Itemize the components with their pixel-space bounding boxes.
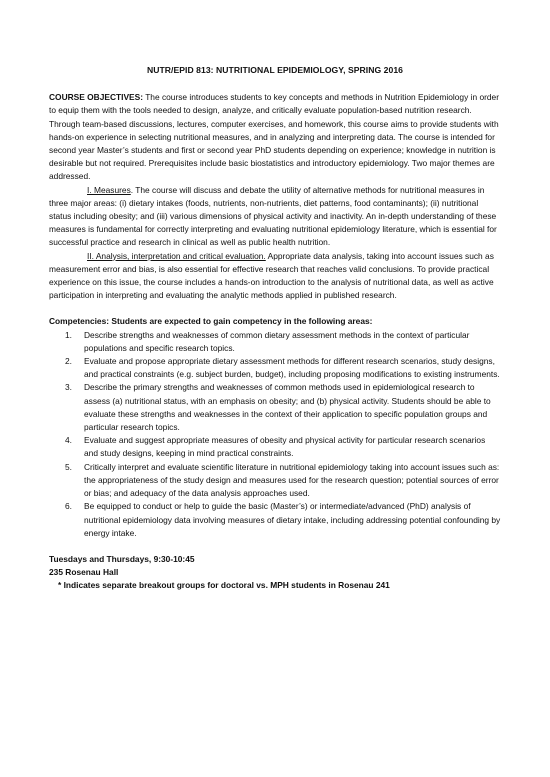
competency-text: Be equipped to conduct or help to guide the basic (Master’s) or intermediate/advanced (PhD) analysis of nutritional epidemiology data involving measures of dietary intake, including addressing potential confounding by energy intake. — [84, 501, 501, 538]
competency-number: 2. — [65, 356, 72, 367]
course-objectives-heading: COURSE OBJECTIVES: — [49, 92, 144, 103]
competency-item — [49, 500, 501, 540]
theme-measures-text: . The course will discuss and debate the utility of alternative methods for nutritional measures in three major areas: (i) dietary intakes (foods, nutrients, non-nutrients, diet patterns, food contaminants); (ii) nutritional status including obesity; and (iii) various dimensions of physical activity and inactivity. An in-depth understanding of these measures is fundamental for correctly interpreting and evaluating nutritional epidemiology literature, which is essential for successful practice and research in clinical as well as public health nutrition. — [49, 184, 497, 248]
competency-text: Evaluate and propose appropriate dietary assessment methods for different research scenarios, study designs, and practical constraints (e.g. subject burden, budget), including proposing modifications to existing instruments. — [84, 356, 500, 380]
theme-analysis-text: Appropriate data analysis, taking into account issues such as measurement error and bias, is also essential for effective research that reaches valid conclusions. To provide practical experience on this issue, the course includes a hands-on introduction to the analysis of nutritional data, as well as active participation in interpreting and evaluating the analytic methods applied in published research. — [49, 250, 494, 301]
competency-number: 4. — [65, 435, 72, 446]
breakout-note: * Indicates separate breakout groups for doctoral vs. MPH students in Rosenau 241 — [58, 580, 390, 591]
competency-text: Describe strengths and weaknesses of common dietary assessment methods in the context of particular populations and specific research topics. — [84, 329, 470, 353]
course-objectives-paragraph — [49, 91, 501, 183]
course-objectives-text: The course introduces students to key concepts and methods in Nutrition Epidemiology in order to equip them with the tools needed to design, analyze, and critically evaluate population-based nutrition research. Through team-based discussions, lectures, computer exercises, and homework, this course aims to provide students with hands-on experience in selecting nutritional measures, and in analyzing and interpreting data. The course is intended for second year Master’s students and first or second year PhD students depending on experience; knowledge in nutrition is desirable but not required. Prerequisites include basic biostatistics and introductory epidemiology. Two major themes are addressed. — [49, 92, 499, 182]
document-title: NUTR/EPID 813: NUTRITIONAL EPIDEMIOLOGY, SPRING 2016 — [146, 65, 403, 75]
theme-analysis-paragraph — [49, 250, 501, 303]
competencies-heading: Competencies: Students are expected to gain competency in the following areas: — [49, 316, 373, 327]
theme-measures-paragraph — [49, 184, 501, 250]
competency-text: Critically interpret and evaluate scientific literature in nutritional epidemiology taking into account issues such as: the appropriateness of the study design and measures used for the research question; potential sources of error or bias; and adequacy of the data analysis approaches used. — [84, 461, 500, 499]
competency-number: 6. — [65, 501, 72, 512]
competency-number: 1. — [65, 329, 72, 340]
schedule-days: Tuesdays and Thursdays, 9:30-10:45 — [49, 553, 195, 564]
competency-number: 5. — [65, 461, 72, 472]
competency-number: 3. — [65, 382, 72, 393]
competencies-list — [49, 329, 501, 540]
competency-text: Evaluate and suggest appropriate measures of obesity and physical activity for particular research scenarios and study designs, keeping in mind practical constraints. — [84, 435, 486, 459]
competency-item — [49, 329, 501, 355]
theme-analysis-heading: II. Analysis, interpretation and critical evaluation. — [87, 250, 266, 261]
syllabus-page — [49, 64, 501, 593]
competency-item — [49, 434, 501, 460]
competency-item — [49, 461, 501, 501]
schedule-location: 235 Rosenau Hall — [49, 567, 119, 578]
competency-item — [49, 381, 501, 434]
competency-text: Describe the primary strengths and weaknesses of common methods used in epidemiological research to assess (a) nutritional status, with an emphasis on obesity; and (b) physical activity. Students should be able to evaluate these strengths and weaknesses in the context of their application to specific population groups and particular research topics. — [84, 382, 491, 433]
theme-measures-heading: I. Measures — [87, 184, 131, 195]
competency-item — [49, 355, 501, 381]
